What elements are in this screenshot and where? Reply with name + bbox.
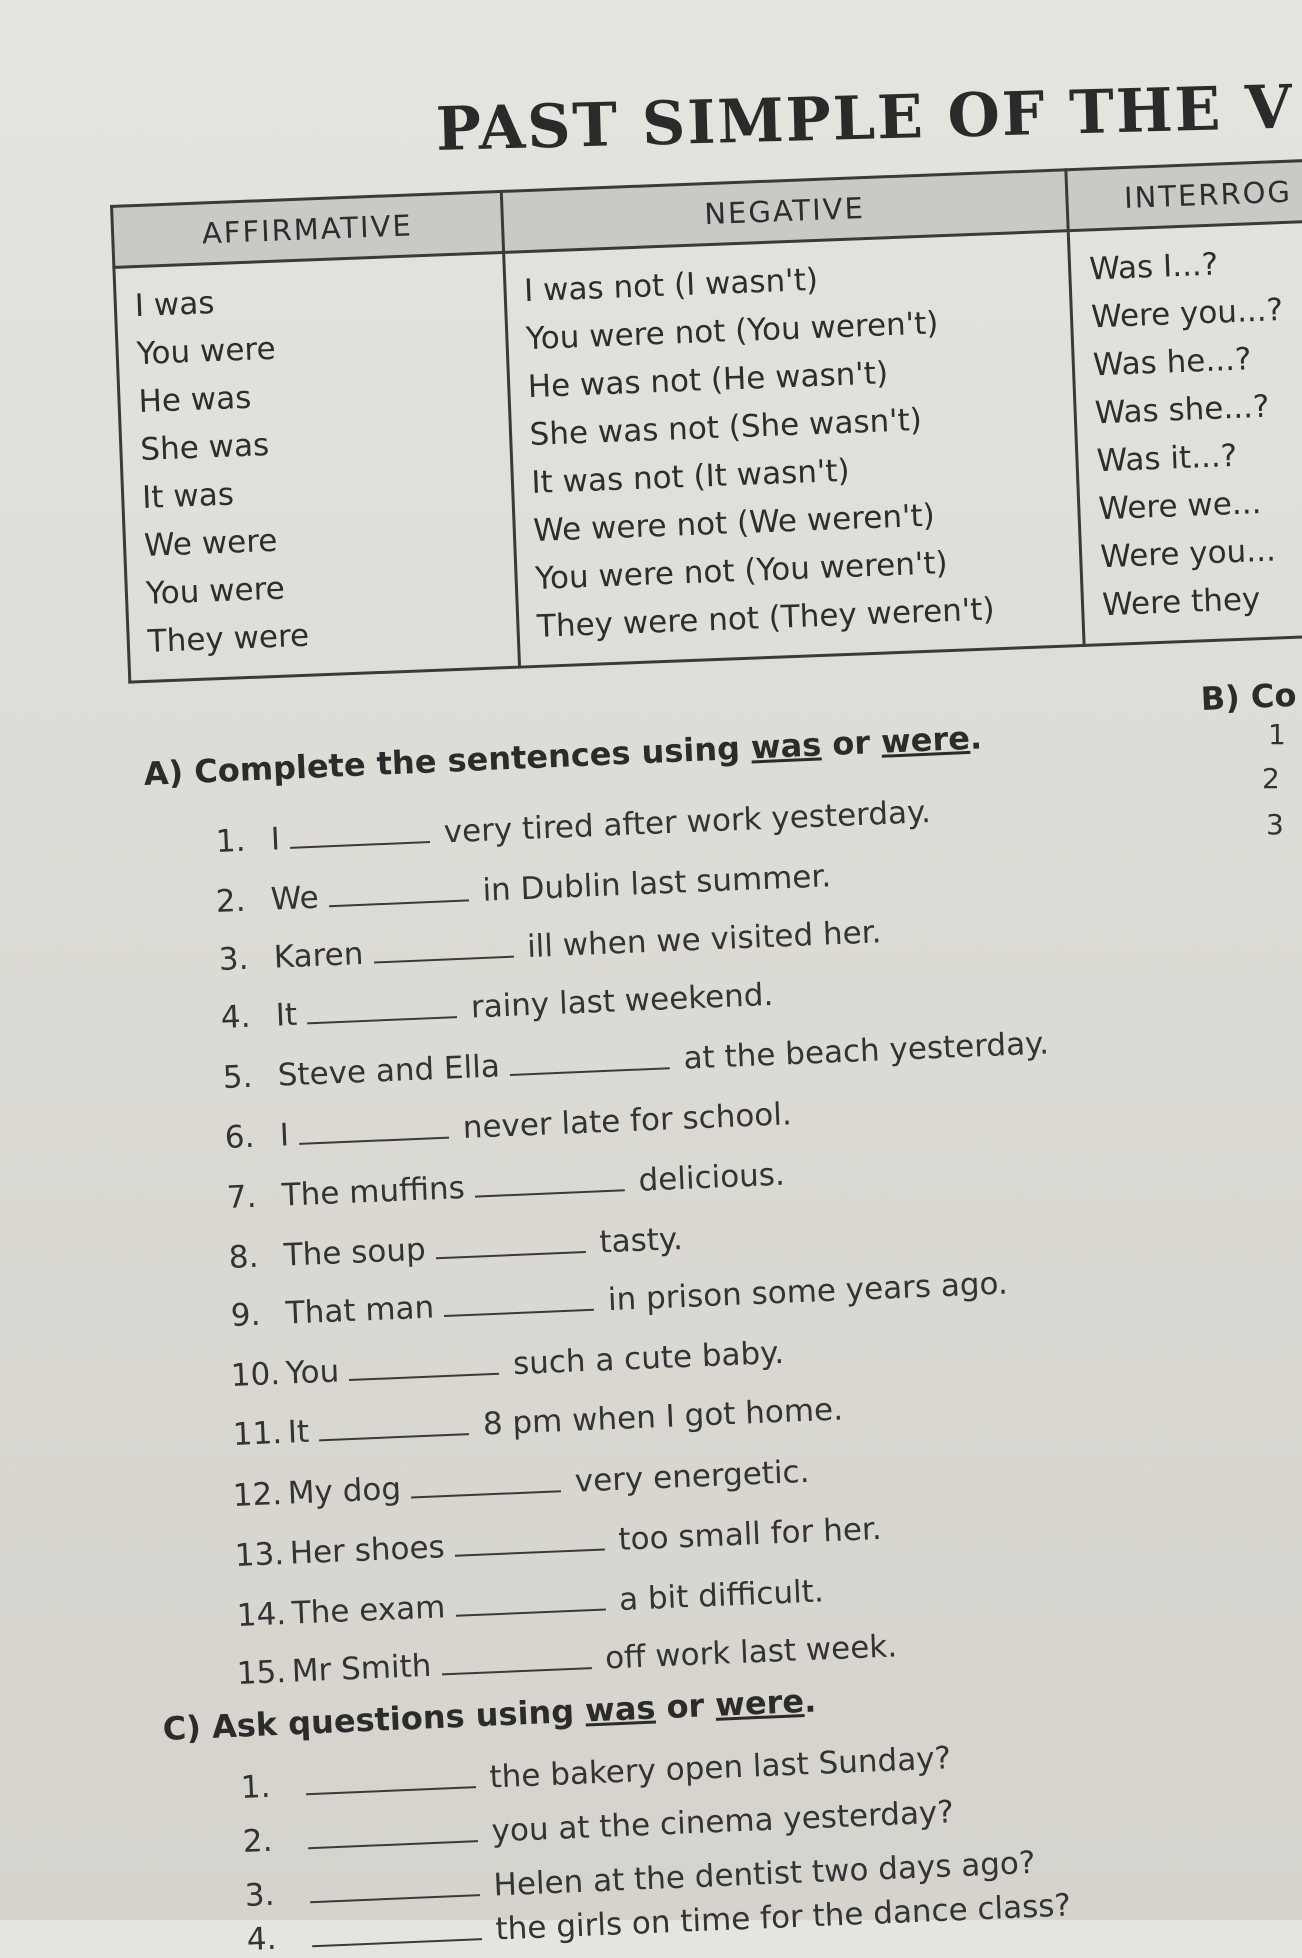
item-rest: in Dublin last summer. xyxy=(481,858,832,909)
item-subject: Mr Smith xyxy=(291,1647,433,1690)
section-b-number: 1 xyxy=(1268,718,1286,751)
answer-blank[interactable] xyxy=(318,1405,469,1441)
item-rest: too small for her. xyxy=(617,1510,883,1558)
sentence-item xyxy=(232,1452,810,1514)
interrogative-form: Was I...? xyxy=(1088,246,1219,288)
answer-blank[interactable] xyxy=(311,1910,482,1947)
answer-blank[interactable] xyxy=(435,1223,586,1259)
item-rest: very tired after work yesterday. xyxy=(443,794,932,851)
sentence-item xyxy=(228,1219,683,1276)
answer-blank[interactable] xyxy=(410,1462,561,1498)
verb-to-be-table xyxy=(110,157,1302,683)
affirmative-form: You were xyxy=(145,570,286,612)
item-number: 6. xyxy=(224,1118,256,1156)
item-subject: We xyxy=(270,879,320,918)
answer-blank[interactable] xyxy=(474,1161,625,1197)
header-interrogative: INTERROG xyxy=(1066,159,1302,231)
item-number: 3. xyxy=(218,940,250,978)
header-negative: NEGATIVE xyxy=(501,170,1069,253)
section-c-heading xyxy=(162,1681,817,1747)
sentence-item xyxy=(215,792,931,860)
item-rest: the girls on time for the dance class? xyxy=(494,1887,1072,1948)
item-subject: I xyxy=(279,1117,290,1154)
interrogative-form: Was he...? xyxy=(1092,341,1253,384)
interrogative-form: Were they xyxy=(1101,581,1261,624)
item-number: 4. xyxy=(246,1920,278,1958)
interrogative-form: Was she...? xyxy=(1094,388,1270,432)
item-rest: in prison some years ago. xyxy=(607,1265,1009,1319)
item-number: 10. xyxy=(230,1355,281,1394)
section-c-word-were: were xyxy=(714,1682,805,1724)
answer-blank[interactable] xyxy=(372,928,513,964)
section-a-word-was: was xyxy=(750,725,822,767)
item-number: 5. xyxy=(222,1058,254,1096)
table-body-row xyxy=(114,220,1302,682)
item-rest: the bakery open last Sunday? xyxy=(488,1740,952,1796)
item-number: 15. xyxy=(236,1653,287,1692)
section-a-word-or: or xyxy=(820,722,882,764)
affirmative-form: We were xyxy=(143,522,279,564)
sentence-item xyxy=(232,1389,844,1453)
item-number: 11. xyxy=(232,1414,283,1453)
answer-blank[interactable] xyxy=(307,1812,478,1849)
section-a-heading xyxy=(143,718,983,793)
item-number: 1. xyxy=(215,822,247,860)
item-rest: at the beach yesterday. xyxy=(682,1025,1050,1077)
answer-blank[interactable] xyxy=(328,871,469,907)
affirmative-form: You were xyxy=(136,330,277,373)
item-subject: It xyxy=(275,996,298,1034)
affirmative-form: She was xyxy=(139,427,270,468)
interrogative-form: Were you...? xyxy=(1090,292,1284,336)
answer-blank[interactable] xyxy=(309,1866,480,1903)
answer-blank[interactable] xyxy=(348,1345,499,1381)
interrogative-column xyxy=(1068,220,1302,646)
sentence-item xyxy=(234,1509,882,1574)
sentence-item xyxy=(226,1155,785,1216)
section-c-heading-suffix: . xyxy=(803,1681,817,1720)
interrogative-form: Were we... xyxy=(1097,485,1263,528)
negative-form: It was not (It wasn't) xyxy=(530,452,851,502)
negative-form: She was not (She wasn't) xyxy=(528,402,923,454)
sentence-item xyxy=(218,912,882,978)
item-number: 2. xyxy=(242,1822,274,1860)
answer-blank[interactable] xyxy=(509,1039,670,1076)
section-b-number: 2 xyxy=(1262,762,1280,795)
item-subject: It xyxy=(287,1413,310,1451)
sentence-item xyxy=(220,975,774,1036)
item-number: 14. xyxy=(236,1595,287,1634)
item-subject: That man xyxy=(285,1289,435,1332)
negative-form: They were not (They weren't) xyxy=(536,591,996,645)
sentence-item xyxy=(224,1094,792,1156)
negative-form: You were not (You weren't) xyxy=(525,305,940,358)
item-subject: I xyxy=(270,821,281,858)
section-c-word-or: or xyxy=(654,1685,717,1727)
item-rest: delicious. xyxy=(637,1156,786,1199)
item-rest: such a cute baby. xyxy=(512,1334,785,1383)
answer-blank[interactable] xyxy=(440,1639,591,1675)
answer-blank[interactable] xyxy=(454,1521,605,1557)
sentence-item xyxy=(230,1333,785,1394)
item-number: 2. xyxy=(215,882,247,920)
affirmative-form: It was xyxy=(141,476,235,516)
item-number: 7. xyxy=(226,1178,258,1216)
negative-form: We were not (We weren't) xyxy=(532,497,936,549)
interrogative-form: Was it...? xyxy=(1096,437,1238,480)
item-subject: Her shoes xyxy=(289,1529,446,1572)
answer-blank[interactable] xyxy=(298,1109,449,1145)
section-c-word-was: was xyxy=(584,1688,657,1730)
item-subject: You xyxy=(285,1353,340,1392)
item-subject: My dog xyxy=(287,1470,402,1512)
item-number: 3. xyxy=(244,1876,276,1914)
interrogative-form: Were you... xyxy=(1099,532,1277,576)
item-rest: a bit difficult. xyxy=(618,1573,825,1618)
section-a-heading-prefix: A) Complete the sentences using xyxy=(143,728,752,793)
negative-form: He was not (He wasn't) xyxy=(527,355,889,406)
affirmative-form: He was xyxy=(137,379,252,421)
page-title: PAST SIMPLE OF THE V xyxy=(435,72,1295,165)
answer-blank[interactable] xyxy=(454,1581,605,1617)
answer-blank[interactable] xyxy=(306,988,457,1024)
answer-blank[interactable] xyxy=(443,1281,594,1317)
item-rest: ill when we visited her. xyxy=(526,914,883,966)
item-rest: tasty. xyxy=(598,1220,684,1261)
affirmative-column xyxy=(114,252,519,682)
answer-blank[interactable] xyxy=(289,813,430,849)
item-number: 13. xyxy=(234,1535,285,1574)
item-rest: Helen at the dentist two days ago? xyxy=(492,1844,1036,1904)
negative-form: I was not (I wasn't) xyxy=(523,261,819,310)
item-number: 4. xyxy=(220,998,252,1036)
item-rest: 8 pm when I got home. xyxy=(482,1391,844,1443)
negative-form: You were not (You weren't) xyxy=(534,545,949,597)
header-affirmative: AFFIRMATIVE xyxy=(112,191,504,267)
section-c-heading-prefix: C) Ask questions using xyxy=(162,1691,587,1748)
item-number: 1. xyxy=(240,1768,272,1806)
sentence-item xyxy=(222,1023,1050,1096)
item-rest: off work last week. xyxy=(604,1628,898,1677)
item-rest: you at the cinema yesterday? xyxy=(490,1794,955,1850)
negative-column xyxy=(503,231,1084,667)
item-subject: Karen xyxy=(273,935,365,976)
item-number: 9. xyxy=(230,1296,262,1334)
item-subject: The muffins xyxy=(281,1170,466,1214)
section-a-heading-suffix: . xyxy=(968,718,983,757)
section-b-heading: B) Co xyxy=(1200,675,1298,718)
item-subject: Steve and Ella xyxy=(277,1048,501,1094)
item-subject: The soup xyxy=(283,1231,427,1274)
sentence-item xyxy=(236,1571,824,1634)
section-a-word-were: were xyxy=(880,718,971,761)
item-number: 12. xyxy=(232,1475,283,1514)
item-rest: very energetic. xyxy=(574,1453,811,1500)
affirmative-form: They were xyxy=(147,617,310,660)
answer-blank[interactable] xyxy=(305,1758,476,1795)
item-number: 8. xyxy=(228,1238,260,1276)
item-rest: never late for school. xyxy=(462,1096,793,1146)
section-b-number: 3 xyxy=(1266,808,1284,841)
item-rest: rainy last weekend. xyxy=(470,976,774,1026)
sentence-item xyxy=(215,856,832,920)
sentence-item xyxy=(230,1263,1008,1334)
item-subject: The exam xyxy=(291,1589,446,1632)
affirmative-form: I was xyxy=(134,285,216,325)
